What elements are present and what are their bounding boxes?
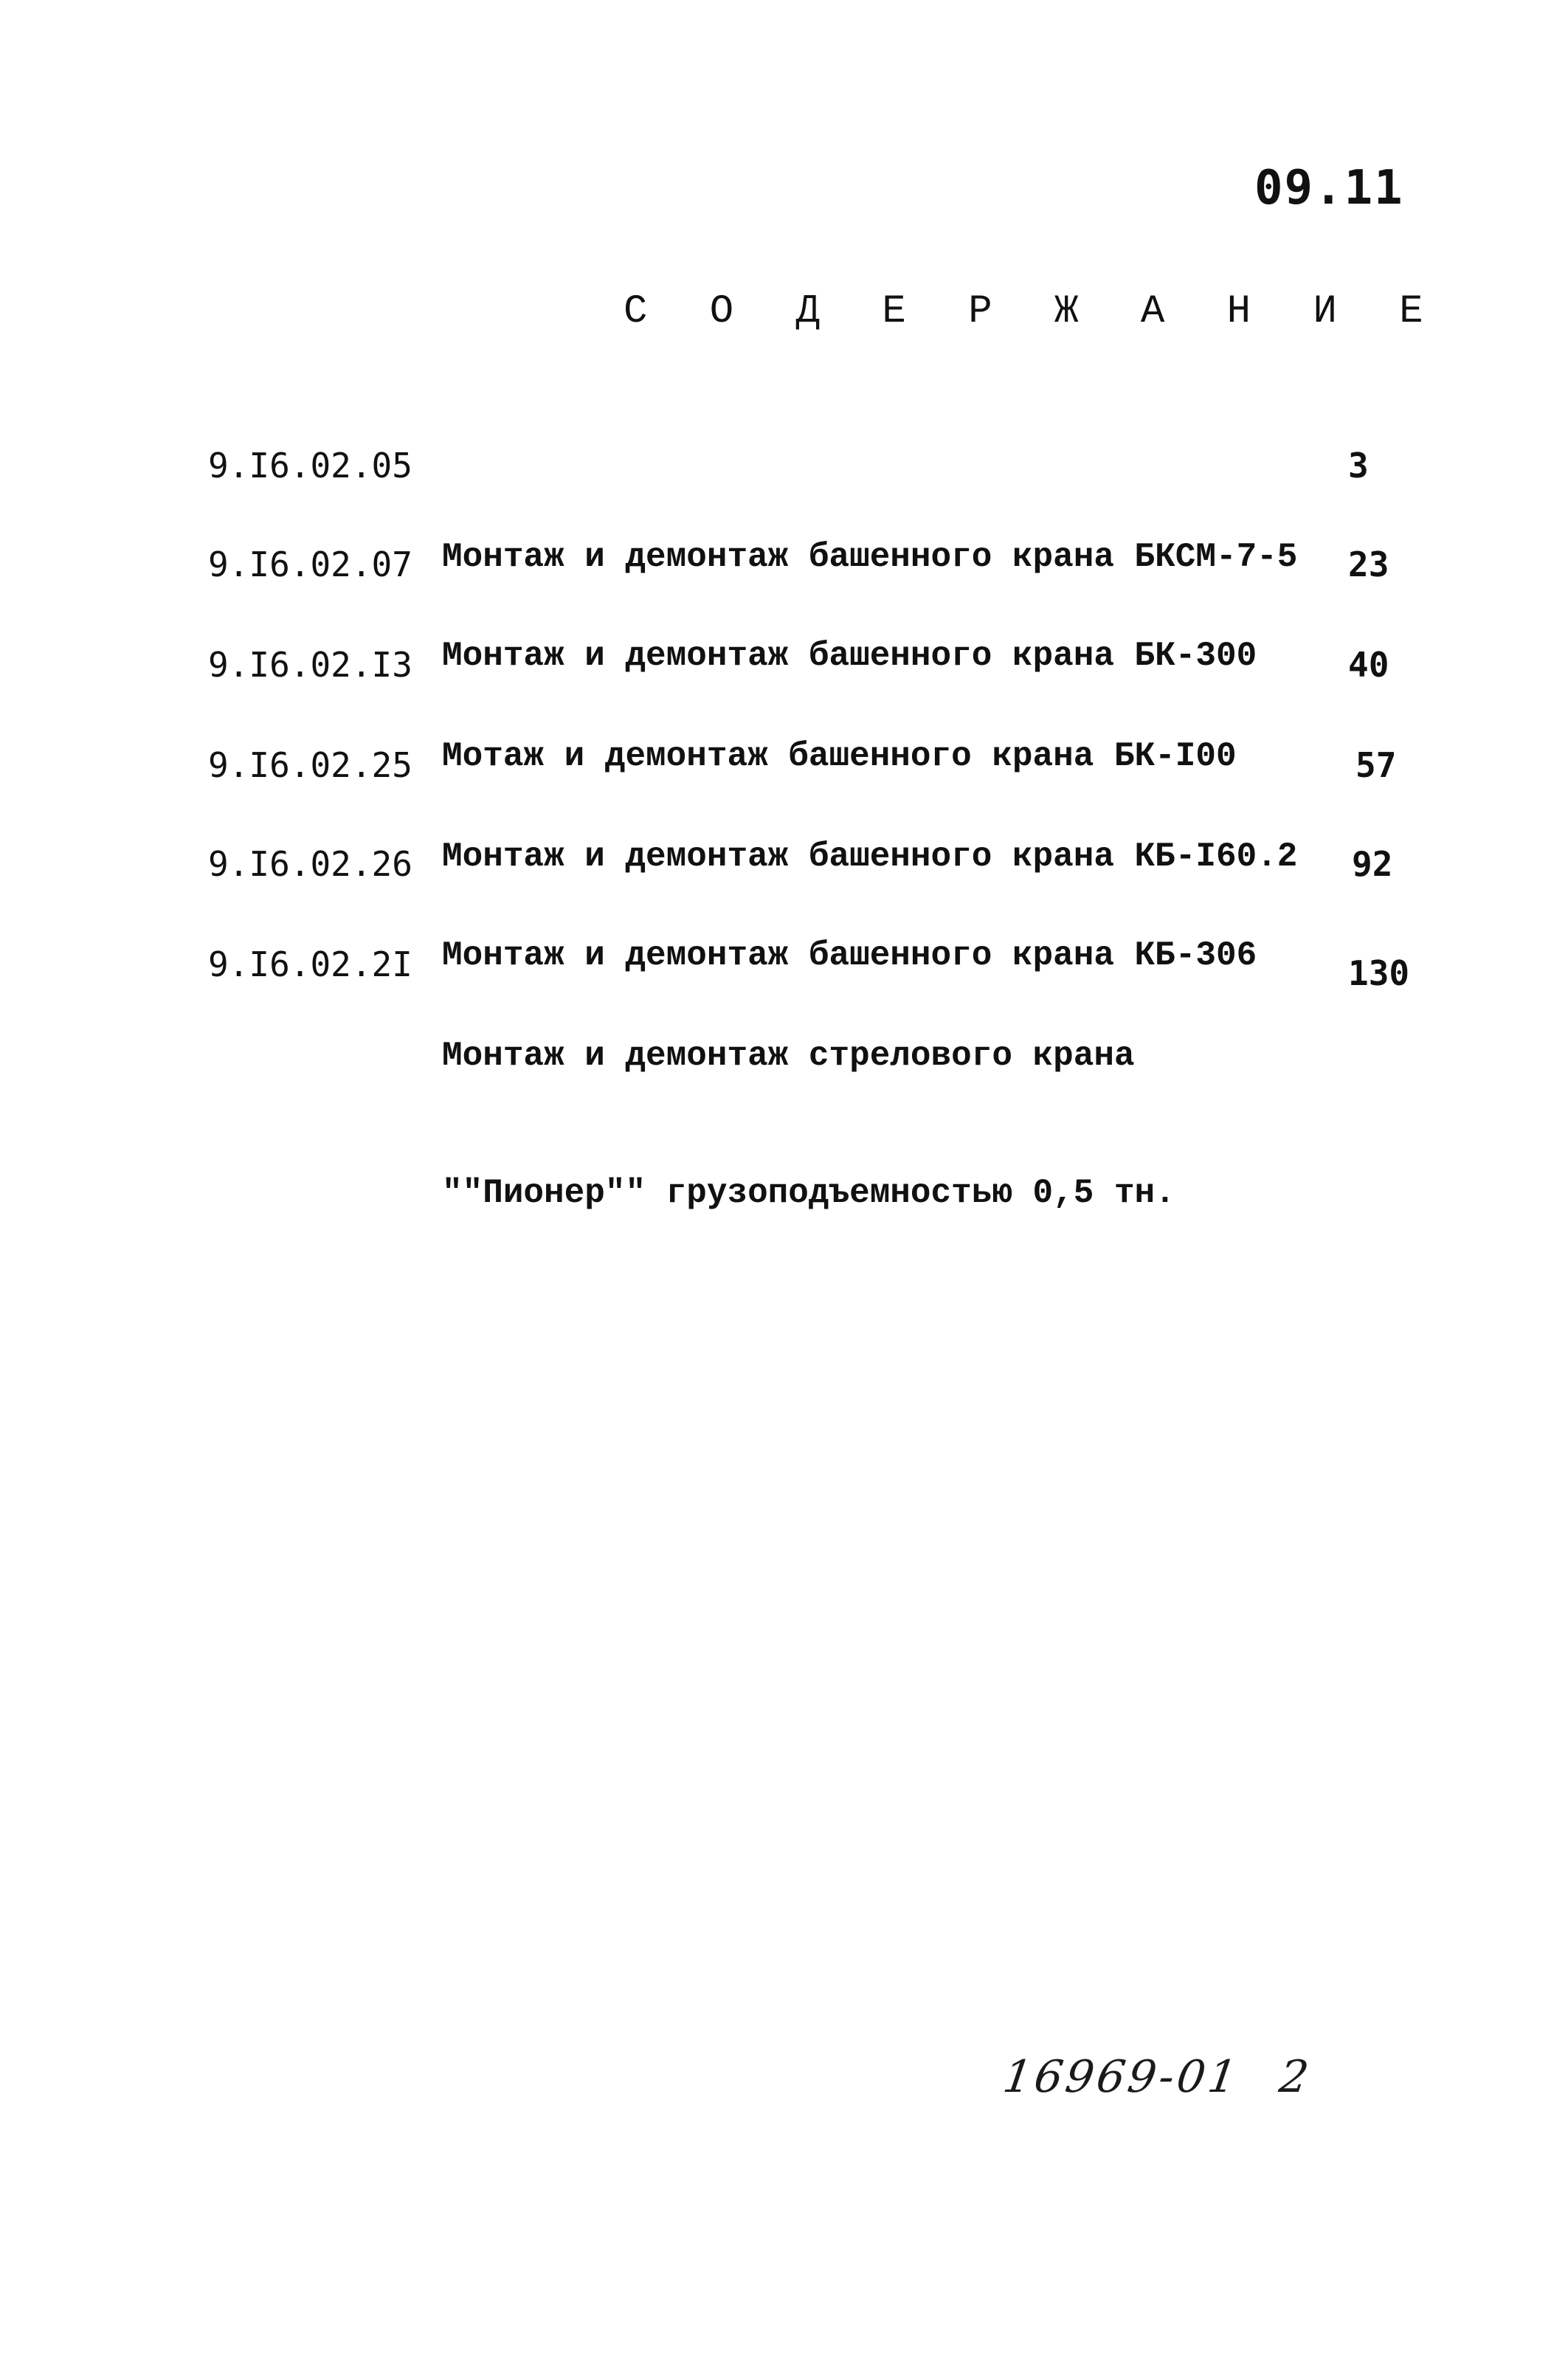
toc-entry-page: 40 [1348, 645, 1389, 685]
toc-entry-title-line: Монтаж и демонтаж башенного крана БК-300 [442, 637, 1257, 675]
toc-entry-code: 9.I6.02.25 [208, 745, 412, 785]
toc-entry-page: 57 [1355, 745, 1397, 785]
toc-entry-page: 130 [1348, 953, 1410, 993]
toc-entry-title-line: ""Пионер"" грузоподъемностью 0,5 тн. [442, 1174, 1175, 1212]
toc-entry-page: 3 [1348, 446, 1369, 486]
toc-entry-title-line: Мотаж и демонтаж башенного крана БК-I00 [442, 737, 1237, 775]
toc-entry-title-line: Монтаж и демонтаж башенного крана БКСМ-7-5 [442, 538, 1298, 576]
toc-entry-page: 23 [1348, 545, 1389, 584]
toc-entry-title-line: Монтаж и демонтаж стрелового крана [442, 1037, 1135, 1075]
toc-entry-page: 92 [1352, 844, 1393, 884]
toc-entry-code: 9.I6.02.26 [208, 844, 412, 884]
sheet-number: 2 [1276, 2051, 1315, 2103]
document-number: 16969-01 [1000, 2051, 1243, 2103]
toc-entry-title-line: Монтаж и демонтаж башенного крана КБ-I60.2 [442, 837, 1298, 876]
toc-entry-code: 9.I6.02.07 [208, 545, 412, 584]
toc-entry-code: 9.I6.02.I3 [208, 645, 412, 685]
document-title: С О Д Е Р Ж А Н И Е [624, 289, 1443, 334]
toc-entry-code: 9.I6.02.05 [208, 446, 412, 486]
toc-entry-code: 9.I6.02.2I [208, 944, 412, 984]
toc-entry-title-line: Монтаж и демонтаж башенного крана КБ-306 [442, 936, 1257, 975]
page-number: 09.11 [1254, 161, 1404, 215]
toc-entry-title [442, 941, 1342, 1307]
handwritten-document-number [1000, 2051, 1315, 2103]
toc-entry [208, 941, 1418, 1212]
